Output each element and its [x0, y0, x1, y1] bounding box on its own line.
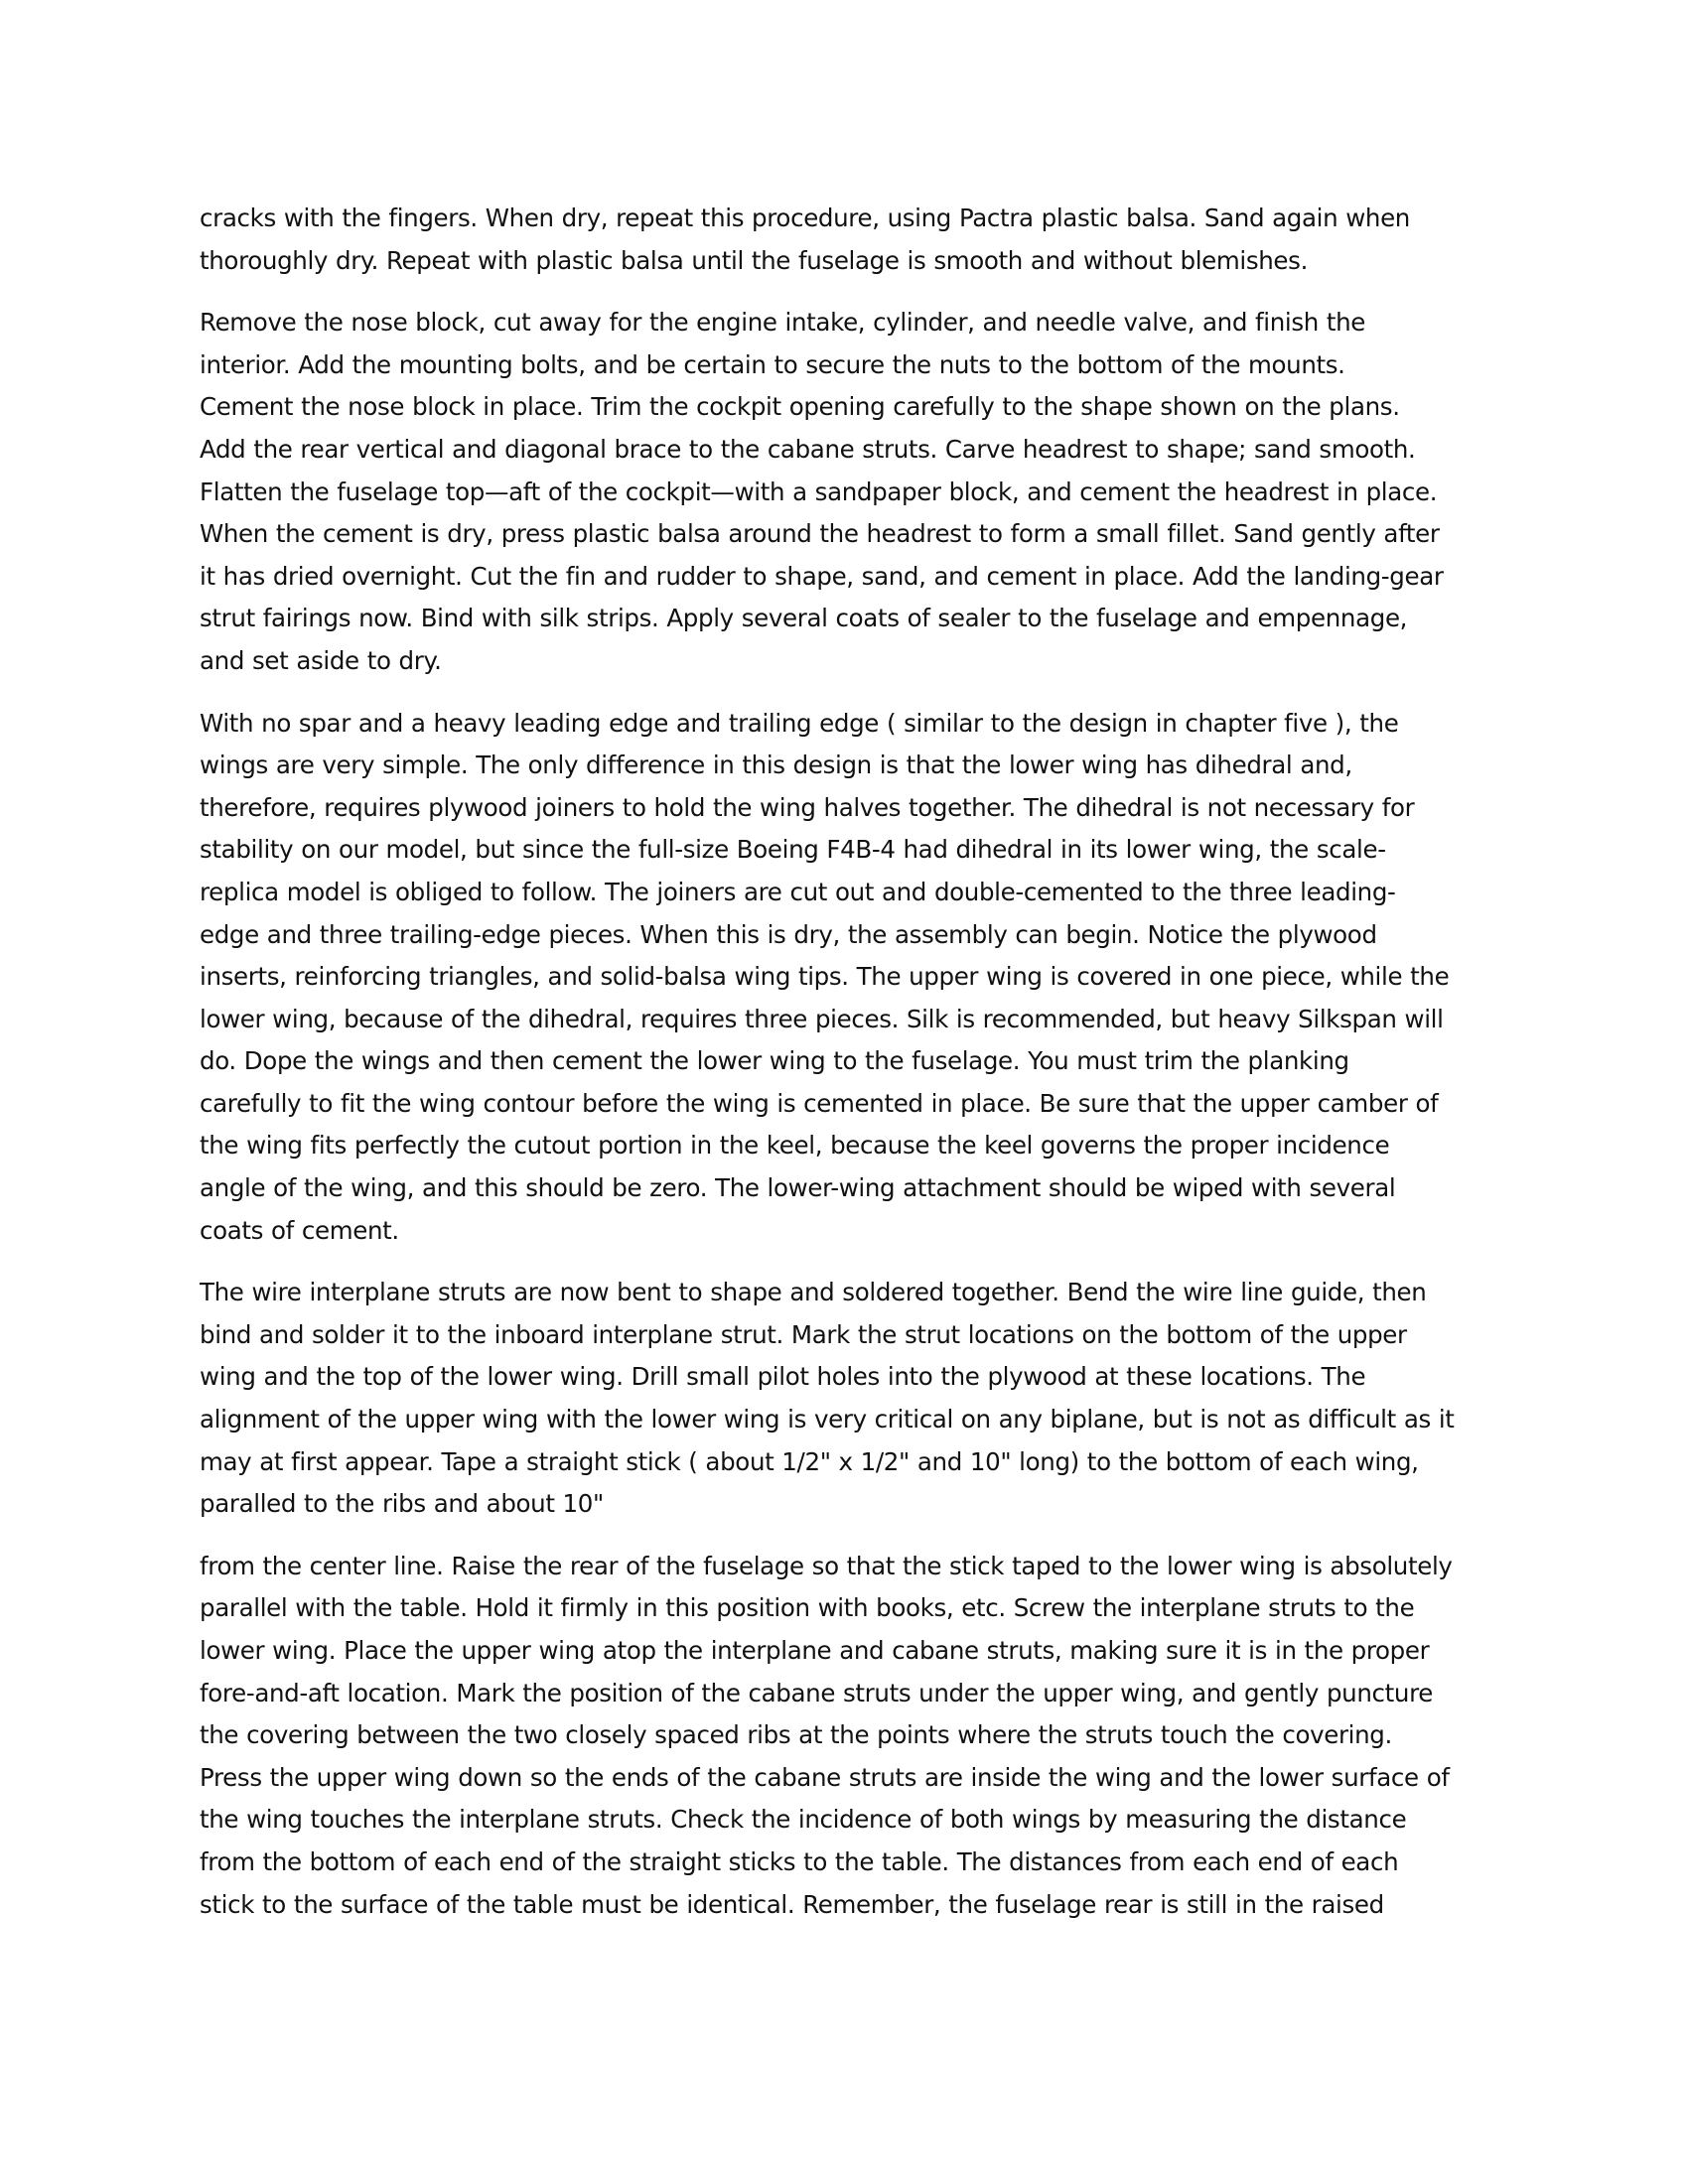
text-line: When the cement is dry, press plastic balsa around the headrest to form a small fillet. Sand gently after — [200, 519, 1440, 549]
paragraph-3 — [200, 703, 1490, 1253]
text-line: paralled to the ribs and about 10" — [200, 1489, 604, 1519]
text-line: the wing fits perfectly the cutout portion in the keel, because the keel governs the proper incidence — [200, 1131, 1390, 1160]
text-line: interior. Add the mounting bolts, and be certain to secure the nuts to the bottom of the mounts. — [200, 349, 1345, 379]
text-line: thoroughly dry. Repeat with plastic balsa until the fuselage is smooth and without blemishes. — [200, 245, 1309, 275]
text-line: wing and the top of the lower wing. Drill small pilot holes into the plywood at these locations. The — [200, 1362, 1366, 1392]
text-line: replica model is obliged to follow. The joiners are cut out and double-cemented to the three leading- — [200, 877, 1396, 906]
text-line: therefore, requires plywood joiners to hold the wing halves together. The dihedral is not necessary for — [200, 792, 1415, 822]
text-line: Flatten the fuselage top—aft of the cockpit—with a sandpaper block, and cement the headrest in place. — [200, 477, 1438, 506]
text-line: wings are very simple. The only difference in this design is that the lower wing has dihedral and, — [200, 751, 1352, 780]
text-line: from the center line. Raise the rear of the fuselage so that the stick taped to the lower wing is absolutely — [200, 1551, 1453, 1580]
text-line: the covering between the two closely spaced ribs at the points where the struts touch the covering. — [200, 1720, 1392, 1750]
text-line: the wing touches the interplane struts. Check the incidence of both wings by measuring the distance — [200, 1805, 1407, 1835]
text-line: bind and solder it to the inboard interplane strut. Mark the strut locations on the bottom of the upper — [200, 1319, 1407, 1349]
paragraph-5 — [200, 1546, 1490, 1926]
text-line: inserts, reinforcing triangles, and solid-balsa wing tips. The upper wing is covered in one piece, while the — [200, 962, 1450, 992]
text-line: from the bottom of each end of the straight sticks to the table. The distances from each end of each — [200, 1846, 1399, 1876]
text-line: coats of cement. — [200, 1215, 399, 1245]
text-line: fore-and-aft location. Mark the position of the cabane struts under the upper wing, and gently puncture — [200, 1678, 1433, 1707]
text-line: lower wing, because of the dihedral, requires three pieces. Silk is recommended, but heavy Silkspan will — [200, 1004, 1444, 1033]
text-line: and set aside to dry. — [200, 645, 442, 675]
body-text — [200, 198, 1490, 1946]
text-line: alignment of the upper wing with the lower wing is very critical on any biplane, but is not as difficult as it — [200, 1405, 1455, 1434]
paragraph-2 — [200, 302, 1490, 682]
text-line: carefully to fit the wing contour before the wing is cemented in place. Be sure that the upper camber of — [200, 1088, 1439, 1118]
text-line: Remove the nose block, cut away for the engine intake, cylinder, and needle valve, and finish the — [200, 308, 1366, 338]
text-line: Press the upper wing down so the ends of the cabane struts are inside the wing and the lower surface of — [200, 1762, 1450, 1792]
text-line: parallel with the table. Hold it firmly in this position with books, etc. Screw the interplane struts to the — [200, 1593, 1415, 1623]
text-line: may at first appear. Tape a straight stick ( about 1/2" x 1/2" and 10" long) to the bottom of each wing, — [200, 1446, 1419, 1476]
text-line: strut fairings now. Bind with silk strips. Apply several coats of sealer to the fuselage and empennage, — [200, 604, 1408, 633]
text-line: With no spar and a heavy leading edge and trailing edge ( similar to the design in chapter five ), the — [200, 708, 1399, 738]
text-line: lower wing. Place the upper wing atop the interplane and cabane struts, making sure it is in the proper — [200, 1636, 1430, 1665]
text-line: do. Dope the wings and then cement the lower wing to the fuselage. You must trim the planking — [200, 1046, 1349, 1076]
text-line: edge and three trailing-edge pieces. When this is dry, the assembly can begin. Notice the plywood — [200, 919, 1377, 949]
paragraph-4 — [200, 1272, 1490, 1526]
text-line: it has dried overnight. Cut the fin and rudder to shape, sand, and cement in place. Add the landing-gear — [200, 561, 1444, 591]
text-line: stability on our model, but since the full-size Boeing F4B-4 had dihedral in its lower wing, the scale- — [200, 835, 1386, 865]
paragraph-1 — [200, 198, 1490, 282]
text-line: cracks with the fingers. When dry, repeat this procedure, using Pactra plastic balsa. Sand again when — [200, 204, 1410, 232]
text-line: angle of the wing, and this should be zero. The lower-wing attachment should be wiped with several — [200, 1173, 1396, 1203]
text-line: stick to the surface of the table must be identical. Remember, the fuselage rear is still in the raised — [200, 1889, 1384, 1919]
text-line: Add the rear vertical and diagonal brace to the cabane struts. Carve headrest to shape; sand smooth. — [200, 434, 1416, 464]
text-line: The wire interplane struts are now bent to shape and soldered together. Bend the wire line guide, then — [200, 1278, 1427, 1307]
text-line: Cement the nose block in place. Trim the cockpit opening carefully to the shape shown on the plans. — [200, 392, 1400, 422]
